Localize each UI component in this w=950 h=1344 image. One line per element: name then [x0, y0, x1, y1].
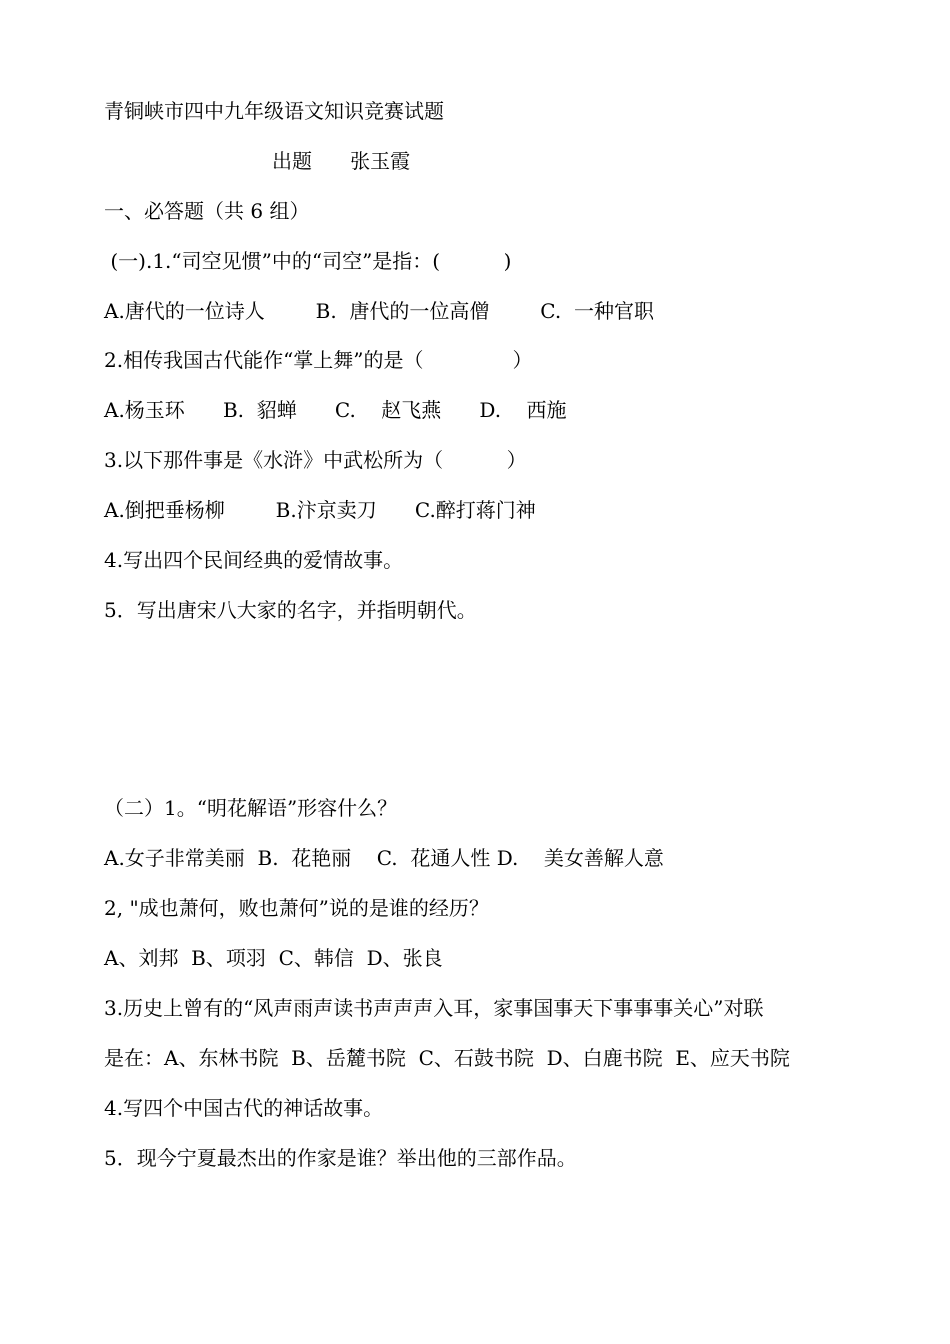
group1-question-1-options: A.唐代的一位诗人 B. 唐代的一位高僧 C. 一种官职 [104, 299, 654, 323]
group2-question-1: （二）1。“明花解语”形容什么？ [104, 796, 398, 820]
group2-question-5: 5．现今宁夏最杰出的作家是谁？举出他的三部作品。 [104, 1146, 577, 1170]
section-heading: 一、必答题（共 6 组） [104, 199, 310, 223]
group1-question-4: 4.写出四个民间经典的爱情故事。 [104, 548, 404, 572]
group1-question-1: (一).1.“司空见惯”中的“司空”是指：( ) [104, 249, 512, 273]
group1-question-5: 5．写出唐宋八大家的名字，并指明朝代。 [104, 598, 477, 622]
group1-question-3: 3.以下那件事是《水浒》中武松所为（ ） [104, 448, 527, 472]
group1-question-2: 2.相传我国古代能作“掌上舞”的是（ ） [104, 348, 533, 372]
group2-question-2: 2, "成也萧何，败也萧何”说的是谁的经历？ [104, 896, 489, 920]
author-line: 出题 张玉霞 [272, 149, 411, 173]
document-title: 青铜峡市四中九年级语文知识竞赛试题 [104, 99, 444, 123]
group2-question-4: 4.写四个中国古代的神话故事。 [104, 1096, 384, 1120]
group1-question-3-options: A.倒把垂杨柳 B.汴京卖刀 C.醉打蒋门神 [104, 498, 536, 522]
group2-question-2-options: A、刘邦 B、项羽 C、韩信 D、张良 [104, 946, 443, 970]
group1-question-2-options: A.杨玉环 B. 貂蝉 C. 赵飞燕 D. 西施 [104, 398, 567, 422]
group2-question-3-line1: 3.历史上曾有的“风声雨声读书声声声入耳，家事国事天下事事事关心”对联 [104, 996, 764, 1020]
group2-question-3-line2: 是在：A、东林书院 B、岳麓书院 C、石鼓书院 D、白鹿书院 E、应天书院 [104, 1046, 790, 1070]
group2-question-1-options: A.女子非常美丽 B. 花艳丽 C. 花通人性 D. 美女善解人意 [104, 846, 664, 870]
